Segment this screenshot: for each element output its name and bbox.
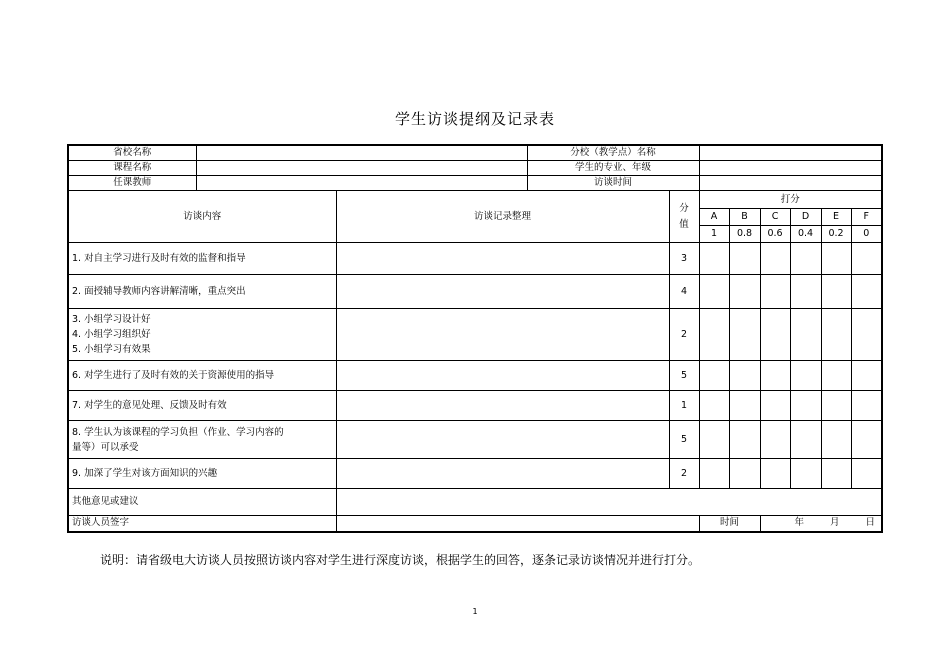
major-value[interactable] <box>699 161 882 176</box>
rating-cell[interactable] <box>821 391 851 421</box>
item-record-cell[interactable] <box>336 391 669 421</box>
rating-cell[interactable] <box>760 309 790 361</box>
rating-cell[interactable] <box>729 243 760 275</box>
item-content-line: 6. 对学生进行了及时有效的关于资源使用的指导 <box>72 370 275 381</box>
rating-cell[interactable] <box>729 309 760 361</box>
item-score-value: 3 <box>669 243 699 275</box>
item-record-cell[interactable] <box>336 459 669 489</box>
item-content <box>68 421 336 459</box>
grade-e-header: E <box>821 209 851 226</box>
item-content-line: 4. 小组学习组织好 <box>72 329 151 340</box>
teacher-value[interactable] <box>196 176 527 191</box>
interview-record-table <box>67 144 883 533</box>
item-content <box>68 243 336 275</box>
rating-cell[interactable] <box>851 275 882 309</box>
rating-header: 打分 <box>699 191 882 209</box>
item-content-line: 1. 对自主学习进行及时有效的监督和指导 <box>72 253 246 264</box>
instruction-note: 说明：请省级电大访谈人员按照访谈内容对学生进行深度访谈，根据学生的回答，逐条记录访谈情况并进行打分。 <box>100 553 701 567</box>
rating-cell[interactable] <box>821 421 851 459</box>
item-row <box>68 275 882 309</box>
grade-weight: 0.2 <box>821 226 851 243</box>
rating-cell[interactable] <box>821 361 851 391</box>
province-school-label: 省校名称 <box>68 145 196 161</box>
rating-cell[interactable] <box>851 309 882 361</box>
item-record-cell[interactable] <box>336 275 669 309</box>
rating-cell[interactable] <box>821 309 851 361</box>
teacher-label: 任课教师 <box>68 176 196 191</box>
item-content <box>68 391 336 421</box>
rating-cell[interactable] <box>760 275 790 309</box>
grade-b-header: B <box>729 209 760 226</box>
item-content <box>68 361 336 391</box>
grade-d-header: D <box>790 209 821 226</box>
rating-cell[interactable] <box>699 391 729 421</box>
item-row <box>68 391 882 421</box>
item-row <box>68 361 882 391</box>
rating-cell[interactable] <box>699 309 729 361</box>
document-title: 学生访谈提纲及记录表 <box>394 110 555 128</box>
sign-date-field[interactable] <box>760 516 882 532</box>
item-content-line: 2. 面授辅导教师内容讲解清晰，重点突出 <box>72 286 246 297</box>
sign-time-label: 时间 <box>699 516 760 532</box>
time-value[interactable] <box>699 176 882 191</box>
item-row <box>68 421 882 459</box>
item-row <box>68 309 882 361</box>
item-score-value: 5 <box>669 361 699 391</box>
item-content-line: 8. 学生认为该课程的学习负担（作业、学习内容的 <box>72 426 284 438</box>
rating-cell[interactable] <box>851 391 882 421</box>
item-content <box>68 459 336 489</box>
page-number: 1 <box>472 607 478 616</box>
item-content-line: 3. 小组学习设计好 <box>72 314 151 325</box>
item-content <box>68 309 336 361</box>
rating-cell[interactable] <box>851 459 882 489</box>
grade-weight: 0.4 <box>790 226 821 243</box>
grade-weight: 0.8 <box>729 226 760 243</box>
rating-cell[interactable] <box>699 361 729 391</box>
rating-cell[interactable] <box>851 243 882 275</box>
item-content-line: 量等）可以承受 <box>72 441 139 453</box>
rating-cell[interactable] <box>790 309 821 361</box>
rating-cell[interactable] <box>851 361 882 391</box>
grade-c-header: C <box>760 209 790 226</box>
rating-cell[interactable] <box>790 243 821 275</box>
rating-cell[interactable] <box>790 391 821 421</box>
rating-cell[interactable] <box>821 459 851 489</box>
item-content-line: 5. 小组学习有效果 <box>72 344 151 355</box>
item-record-cell[interactable] <box>336 421 669 459</box>
item-record-cell[interactable] <box>336 243 669 275</box>
other-suggestions-field[interactable] <box>336 489 882 516</box>
signature-label: 访谈人员签字 <box>68 516 336 532</box>
rating-cell[interactable] <box>760 361 790 391</box>
rating-cell[interactable] <box>699 275 729 309</box>
rating-cell[interactable] <box>729 361 760 391</box>
content-header: 访谈内容 <box>68 191 336 243</box>
grade-weight: 0 <box>851 226 882 243</box>
record-header: 访谈记录整理 <box>336 191 669 243</box>
rating-cell[interactable] <box>851 421 882 459</box>
rating-cell[interactable] <box>821 243 851 275</box>
course-label: 课程名称 <box>68 161 196 176</box>
rating-cell[interactable] <box>760 391 790 421</box>
rating-cell[interactable] <box>760 459 790 489</box>
item-record-cell[interactable] <box>336 309 669 361</box>
item-score-value: 4 <box>669 275 699 309</box>
grade-a-header: A <box>699 209 729 226</box>
item-score-value: 1 <box>669 391 699 421</box>
rating-cell[interactable] <box>729 421 760 459</box>
rating-cell[interactable] <box>760 243 790 275</box>
rating-cell[interactable] <box>790 275 821 309</box>
rating-cell[interactable] <box>821 275 851 309</box>
year-label: 年 <box>794 517 804 529</box>
grade-weight: 1 <box>699 226 729 243</box>
item-content-line: 7. 对学生的意见处理、反馈及时有效 <box>72 400 227 411</box>
item-score-value: 2 <box>669 459 699 489</box>
month-label: 月 <box>829 517 840 529</box>
grade-f-header: F <box>851 209 882 226</box>
item-score-value: 2 <box>669 309 699 361</box>
rating-cell[interactable] <box>790 421 821 459</box>
item-row <box>68 459 882 489</box>
rating-cell[interactable] <box>699 459 729 489</box>
rating-cell[interactable] <box>729 391 760 421</box>
item-record-cell[interactable] <box>336 361 669 391</box>
province-school-value[interactable] <box>196 145 527 161</box>
rating-cell[interactable] <box>699 243 729 275</box>
item-row <box>68 243 882 275</box>
time-label: 访谈时间 <box>527 176 699 191</box>
item-content-line: 9. 加深了学生对该方面知识的兴趣 <box>72 468 218 479</box>
rating-cell[interactable] <box>729 275 760 309</box>
rating-cell[interactable] <box>790 361 821 391</box>
rating-cell[interactable] <box>760 421 790 459</box>
course-value[interactable] <box>196 161 527 176</box>
item-content <box>68 275 336 309</box>
grade-weight: 0.6 <box>760 226 790 243</box>
branch-value[interactable] <box>699 145 882 161</box>
rating-cell[interactable] <box>790 459 821 489</box>
score-value-header: 分 值 <box>669 191 699 243</box>
item-score-value: 5 <box>669 421 699 459</box>
other-suggestions-label: 其他意见或建议 <box>68 489 336 516</box>
major-label: 学生的专业、年级 <box>527 161 699 176</box>
rating-cell[interactable] <box>729 459 760 489</box>
rating-cell[interactable] <box>699 421 729 459</box>
branch-label: 分校（教学点）名称 <box>527 145 699 161</box>
signature-field[interactable] <box>336 516 699 532</box>
day-label: 日 <box>865 517 876 529</box>
